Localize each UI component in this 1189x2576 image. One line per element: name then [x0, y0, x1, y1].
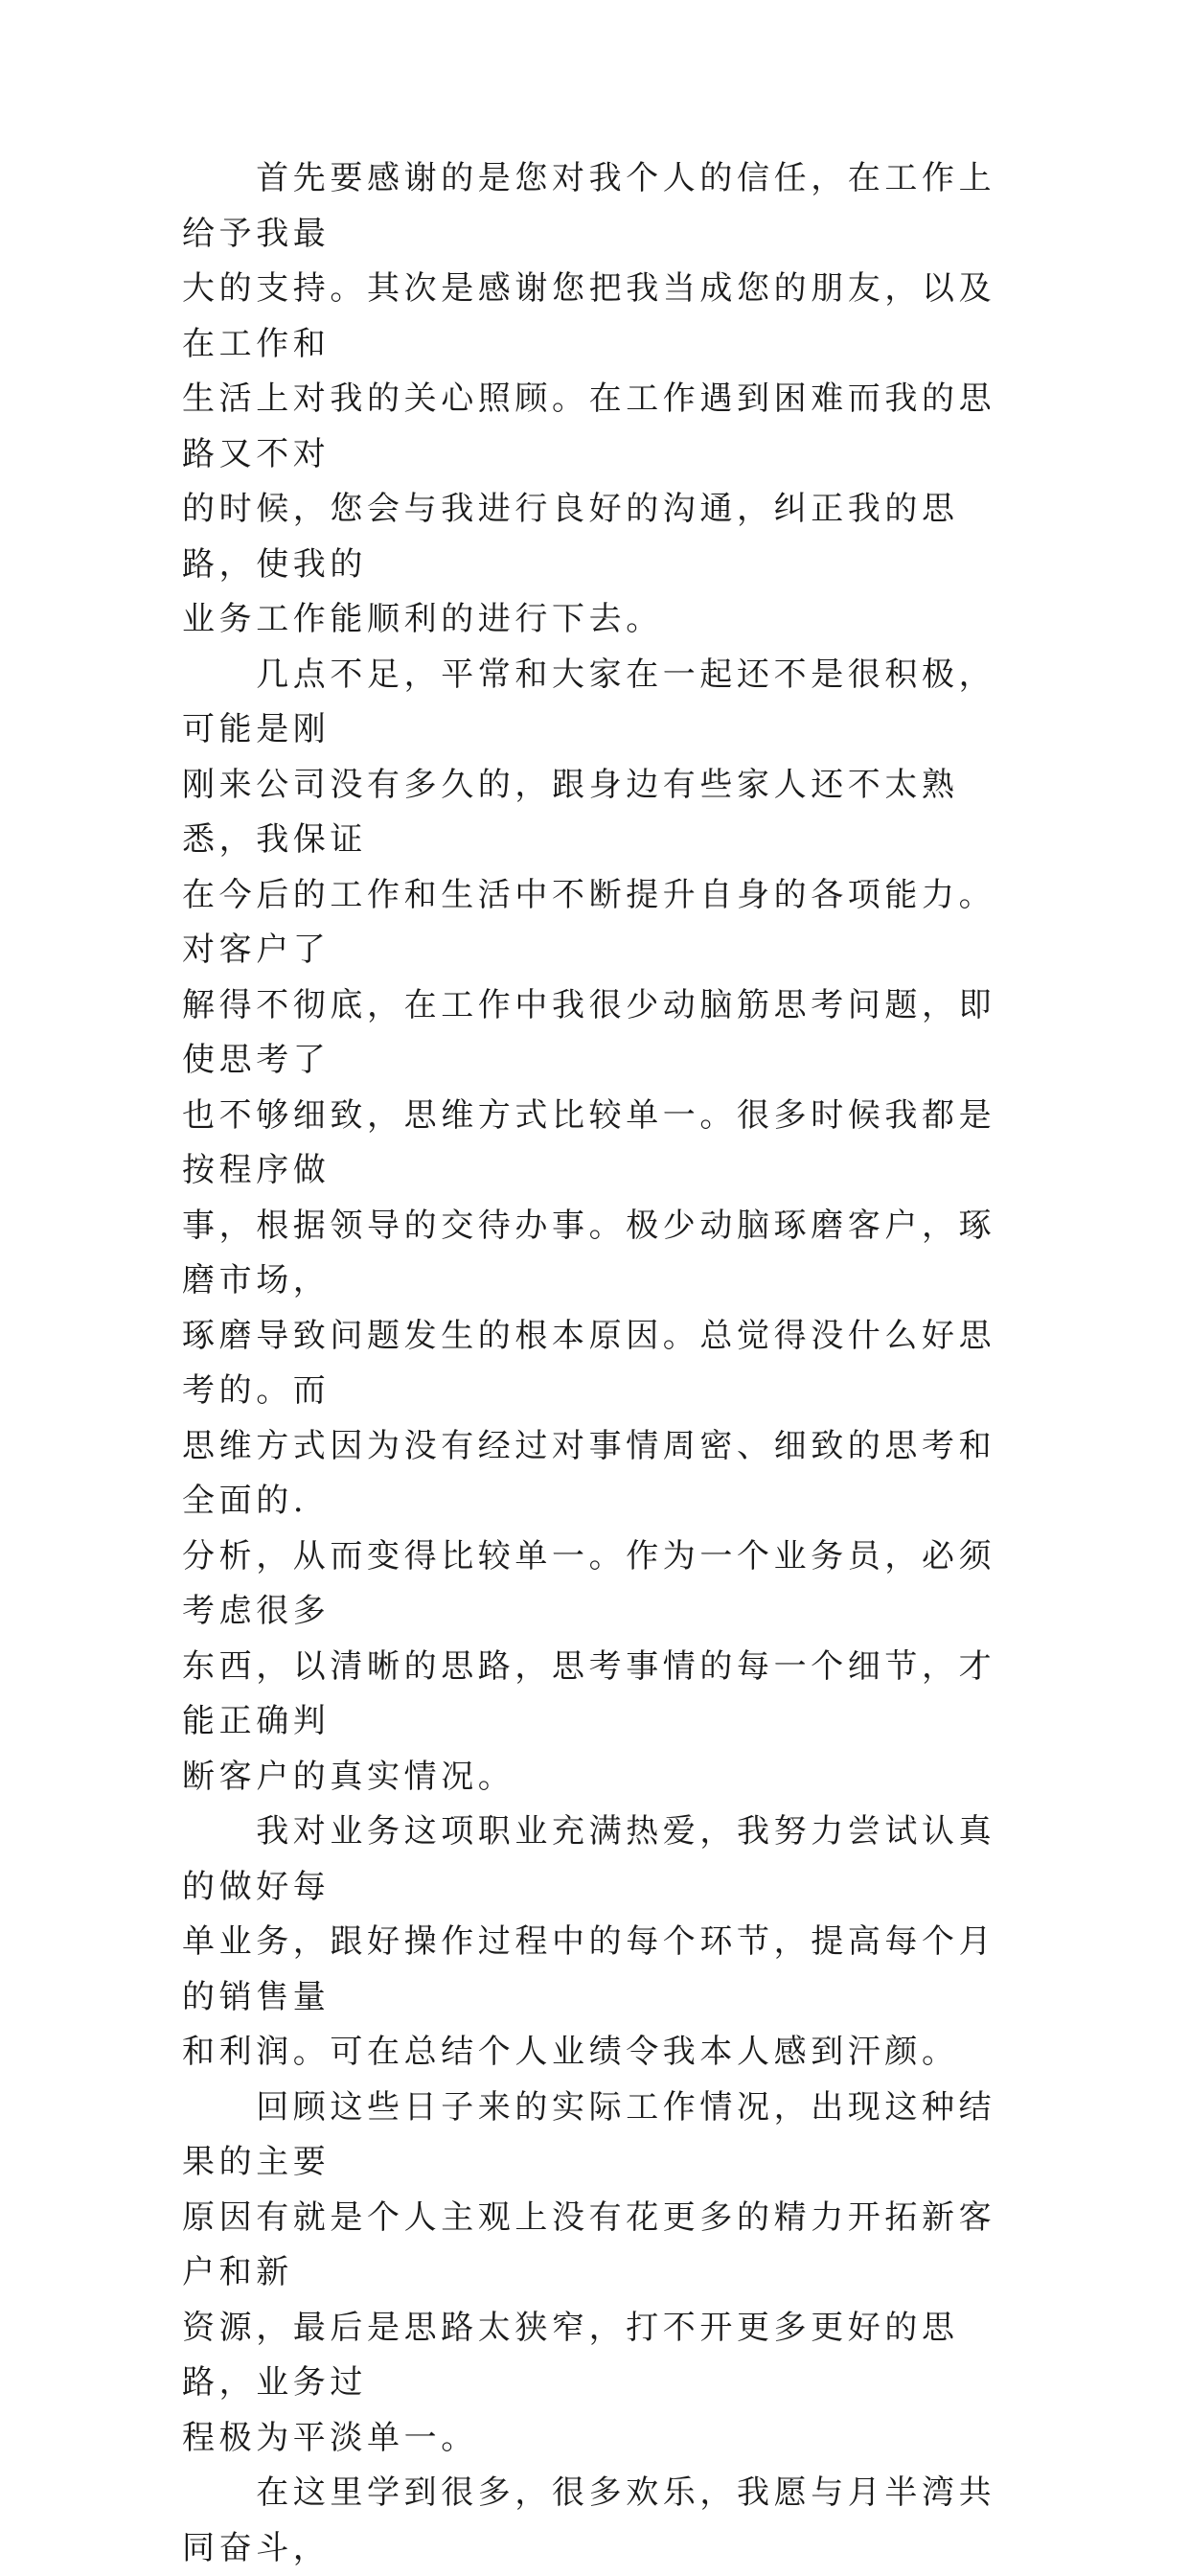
paragraph-shortcomings: 几点不足，平常和大家在一起还不是很积极，可能是刚 刚来公司没有多久的，跟身边有些家人还不太熟悉，我保证 在今后的工作和生活中不断提升自身的各项能力。对客户了 解得不彻底，在工作中我很少动脑筋思考问题，即使思考了 也不够细致，思维方式比较单一。很多时候我都是按程序做 事，根据领导的交待办事。极少动脑琢磨客户，琢磨市场， 琢磨导致问题发生的根本原因。总觉得没什么好思考的。而 思维方式因为没有经过对事情周密、细致的思考和全面的. 分析，从而变得比较单一。作为一个业务员，必须考虑很多 东西，以清晰的思路，思考事情的每一个细节，才能正确判 断客户的真实情况。	[182, 655, 996, 1796]
paragraph-review: 回顾这些日子来的实际工作情况，出现这种结果的主要 原因有就是个人主观上没有花更多的精力开拓新客户和新 资源，最后是思路太狭窄，打不开更多更好的思路，业务过 程极为平淡单一。	[182, 2087, 996, 2457]
paragraph-passion: 我对业务这项职业充满热爱，我努力尝试认真的做好每 单业务，跟好操作过程中的每个环节，提高每个月的销售量 和利润。可在总结个人业绩令我本人感到汗颜。	[182, 1812, 996, 2071]
paragraph-closing: 在这里学到很多，很多欢乐，我愿与月半湾共同奋斗，	[182, 2473, 996, 2567]
document-body	[182, 151, 1008, 2576]
paragraph-gratitude: 首先要感谢的是您对我个人的信任，在工作上给予我最 大的支持。其次是感谢您把我当成您的朋友，以及在工作和 生活上对我的关心照顾。在工作遇到困难而我的思路又不对 的时候，您会与我进行良好的沟通，纠正我的思路，使我的 业务工作能顺利的进行下去。	[182, 159, 996, 638]
